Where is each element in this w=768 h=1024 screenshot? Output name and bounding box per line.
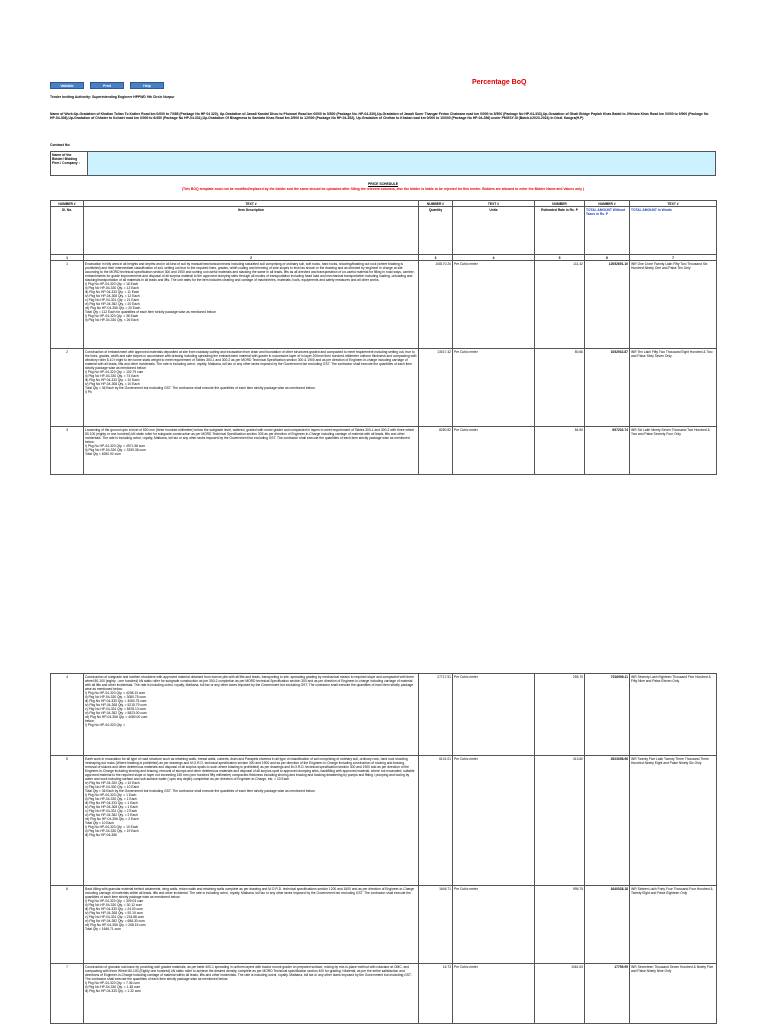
bidder-name-input[interactable]	[87, 152, 715, 175]
unit-cell: Per Cubic meter	[453, 756, 535, 886]
amount-words-cell: INR One Crore Twenty Lakh Fifty Two Thousand Six Hundred Ninety One and Paise Ten Only	[630, 261, 717, 349]
help-button[interactable]: Help	[130, 82, 164, 89]
quantity-cell: 27717.51	[419, 674, 453, 756]
col-number: 1	[51, 255, 84, 261]
price-schedule-title: PRICE SCHEDULE	[368, 182, 398, 186]
type-cell: TEXT #	[630, 201, 717, 207]
type-cell: NUMBER #	[51, 201, 84, 207]
amount-words-cell: INR Six Lakh Ninety Seven Thousand Two Hundred & Two and Paise Seventy Four Only	[630, 427, 717, 475]
sl-cell: 1	[51, 261, 84, 349]
amount-words-cell: INR Sixteen Lakh Forty Four Thousand Four Hundred & Twenty Eight and Paise Eighteen Only	[630, 886, 717, 964]
header-quantity: Quantity	[419, 207, 453, 255]
column-header-row	[51, 207, 717, 255]
header-amount-words: TOTAL AMOUNT In Words	[630, 207, 717, 255]
header-item-description: Item Description	[84, 207, 419, 255]
unit-cell: Per Cubic meter	[453, 349, 535, 427]
amount-cell: 2523398.96	[585, 756, 630, 886]
rate-cell: 84.50	[535, 427, 585, 475]
type-cell: NUMBER	[535, 201, 585, 207]
unit-cell: Per Cubic meter	[453, 261, 535, 349]
sl-cell: 3	[51, 427, 84, 475]
sl-cell: 2	[51, 349, 84, 427]
header-units: Units	[453, 207, 535, 255]
sl-cell: 4	[51, 674, 84, 756]
unit-cell: Per Cubic meter	[453, 886, 535, 964]
boq-table-page2	[50, 673, 717, 1024]
amount-cell: 17759.99	[585, 964, 630, 1024]
rate-cell: 1061.53	[535, 964, 585, 1024]
amount-cell: 697202.74	[585, 427, 630, 475]
table-row	[51, 886, 717, 964]
description-cell: Back filling with granular material behind abutments, wing walls, return walls and retaining walls complete as per drawing and M.O.R.D. technical specifications section 1200 and 1600 and as per direction of Engineer-in-Charge including carriage of materials within all leads, lifts and other incidental. The rate is including octroi, royalty, Malbana, toll tax or any other taxes imposed by the Government but excluding GST. The contractor shall execute the quantities of each item strictly package wise as mentioned below: I) Pkg No HP-04-320 Qty. = 309.03 cum ii) Pkg No HP-04-330 Qty. = 30.12 cum iii) Pkg No HP-04-333 Qty. = 24.00 cum iv) Pkg No HP-04-308 Qty. = 92.19 cum v) Pkg No HP-04-331 Qty. = 234.88 cum vi) Pkg No HP-04-352 Qty. = 688.30 cum vii) Pkg No HP-04-356 Qty. = 268.19 cum Total Qty = 1646.71 cum	[84, 886, 419, 964]
table-row	[51, 674, 717, 756]
description-cell: Construction of granular sub-base by providing well graded materials, as per table 400-1 spreading in uniform layers with tractor mount grader on prepared surface, mixing by mix-in-place method with rotavator at OMC, and compacting with three Wheel 80-100 (Eighty one hundred) kN static roller to achieve the desired density, complete as per MORD Technical specification section 400 for grading I Material, as per the entire satisfaction and directions of Engineer-in-Charge including carriage of material within all leads, lifts and other incidentals. The rate is including octroi, royalty, Malbana, toll tax or any other taxes imposed by the Government but excluding GST. The contractor shall execute the quantities of each item strictly package wise as mentioned below: I) Pkg No HP-04-320 Qty. = 7.36 cum ii) Pkg No HP-04-330 Qty. = 1.38 cum iii) Pkg No HP-04-333 Qty. = 1.32 cum	[84, 964, 419, 1024]
bidder-label: Name of the Bidder/ Bidding Firm / Company :	[52, 153, 80, 166]
quantity-cell: 13017.42	[419, 349, 453, 427]
unit-cell: Per Cubic meter	[453, 674, 535, 756]
description-cell: Earth work in excavation for all type of road structure such as retaining walls, breast walls, culverts, drain and Parapets etcetera in all type of classification of soil comprising of ordinary soil, ordinary rock, hard rock shooting /reshaping out rocks (Where blasting is prohibited) as per drawings and M.O.R.D. technical specification section 300 and 1900 and as per direction of the Engineer-in-Charge including construction of shoring and bracing, removal of sluices and other deleterious materials and disposal of all surplus spoils to such where blasting is prohibited) as per drawings and M.O.R.D. technical specification section 300 and 1900 and as per direction of the Engineer-in-Charge including shoring and bracing, removal of stumps and other deleterious materials and disposal of all surplus spoil to approved dumping sites, backfilling with approved material, where not excavated, suitable approved material to the required slope or layer not exceeding 150 mm (one hundred fifty millimeter) compacted thickness including shoring and bracing and backing dewatering by pumps and fitting / pumping and boring by water and work including surface and sub-surface water ( upto any depth) completion as per direction of Engineer-in-Charge, etc. = 10 Each iv) Pkg No HP-04-320 Qty. = 10 Each v) Pkg No HP-04-330 Qty. = 10 Each Total Qty = 36 Each by the Government but excluding GST. The contractor shall execute the quantities of each item strictly package wise as mentioned below: I) Pkg No HP-04-320 Qty. = 1 Each ii) Pkg No HP-04-330 Qty. = 1 Each iii) Pkg No HP-04-333 Qty. = 1 Each iv) Pkg No HP-04-308 Qty. = 1 Each v) Pkg No HP-04-331 Qty. = 2 Each vi) Pkg No HP-04-352 Qty. = 2 Each vii) Pkg No HP-04-356 Qty. = 2 Each Total Qty = 10 Each I) Pkg No HP-04-320 Qty. = 10 Each ii) Pkg No HP-04-330 Qty. = 19 Each iii) Pkg No HP-04-356	[84, 756, 419, 886]
header-sl-no: Sl. No.	[51, 207, 84, 255]
sl-cell: 6	[51, 886, 84, 964]
quantity-cell: 108170.20	[419, 261, 453, 349]
amount-words-cell: INR Seventeen Thousand Seven Hundred & Ninety Five and Paise Ninety Nine Only	[630, 964, 717, 1024]
type-cell: NUMBER #	[419, 201, 453, 207]
tender-authority: Tender Inviting Authority: Superintending Engineer HPPWD 9th Circle Nurpur	[50, 95, 175, 99]
quantity-cell: 8250.92	[419, 427, 453, 475]
rate-cell: 995.75	[535, 886, 585, 964]
rate-cell: 413.60	[535, 756, 585, 886]
amount-words-cell: INR Twenty Five Lakh Twenty Three Thousand Three Hundred Ninety Eight and Paise Ninety Six Only	[630, 756, 717, 886]
description-cell: Construction of embankment with approved materials deposited at site from roadway cutting and excavation from drain and foundation of other structures graded and compacted to meet requirement including setting out, true to the lines, grades, width and side slopes in accordance with drawing including spreading the embankment material with grader in successive layer of in layer 200mm then hundred millimeter uniform thickness and compacting with vibratory roller 8-10 t eight to ten tonne static weight to meet requirement of Tables 300-1 and 300-2 as per MORD Technical Specification section 300 & 1900 and as per direction of Engineer-in-charge including carriage of material with all leads, lifts and other incidentals. The rate is including octroi, royalty, Malbana, toll tax or any other taxes imposed by the Government but excluding GST. The contractor shall execute the quantities of each item strictly package wise as mentioned below: I) Pkg No HP-04-320 Qty. = 102.79 cum ii) Pkg No HP-04-330 Qty. = 74 Each iii) Pkg No HP-04-333 Qty. = 10 Each iv) Pkg No HP-04-308 Qty. = 10 Each Total Qty = 36 Each by the Government but excluding GST. The contractor shall execute the quantities of each item strictly package wise as mentioned below: I) Pk	[84, 349, 419, 427]
name-of-work: Name of Work:Up-Gradation of Khatian Tolian To Kather Road km 0/000 to 7/085 (Package No HP 04 320), Up-Gradation of Jawali Kandal Dhoo to Phumari Road km 0/000 to 5/500 (Package No. HP-04-330),Up-Gradation of Jawali Sumr Thangar Ferian Chalwara road km 0/000 to 5/500 (Package No HP-04-333),Up-Gradation of Ghati Bridge Paplah Khas Batali to Jffehara Khas Road km 0/000 to 9/900 (Package No HP-04-308),Up-Gradation of Chhater to Kohalri road km 0/000 to 6/450 (Package No HP-04-331),Up-Gradation Of Bhagmesa to Samlata Khas Road km 2/500 to 12/000 (Package No HP-04-352), Up-Gradation of Chellan to Khabal road km 0/000 to 10/000 (Package No HP-04-356) under PMGSY-III (Batch-I/2023-2024) in Distt. Kangra(H.P)	[50, 112, 709, 121]
amount-cell: 1640328.18	[585, 886, 630, 964]
validate-button[interactable]: Validate	[50, 82, 84, 89]
col-number: 6	[585, 255, 630, 261]
description-cell: Loosening of the ground upto a level of 500 mm (three hundred millimeter) below the subgrade level, watered, graded with motor grader and compacted in layers to meet requirement of Tables 300-1 and 300-2 with three wheel 80-100 (eighty or one hundred) kN static roller for subgrade construction as per MORD Technical Specification section 305 as per direction of Engineer-in-Charge including carriage of material with all leads, lifts and other incidentals. The rate is including octroi, royalty, Malbana, toll tax or any other taxes imposed by the Government but excluding GST. The contractor shall execute the quantities of each item strictly package wise as mentioned below: I) Pkg No HP-04-320 Qty. = 4971.58 cum ii) Pkg No HP-04-330 Qty. = 3339.38 cum Total Qty = 8250.92 cum	[84, 427, 419, 475]
sl-cell: 5	[51, 756, 84, 886]
rate-cell: 111.42	[535, 261, 585, 349]
col-number: 5	[535, 255, 585, 261]
unit-cell: Per Cubic meter	[453, 427, 535, 475]
col-number: 3	[419, 255, 453, 261]
rate-cell: 255.70	[535, 674, 585, 756]
rate-cell: 80.66	[535, 349, 585, 427]
header-total-amount: TOTAL AMOUNT Without Taxes in Rs. P	[585, 207, 630, 255]
bidder-box	[50, 151, 716, 176]
quantity-cell: 1646.71	[419, 886, 453, 964]
unit-cell: Per Cubic meter	[453, 964, 535, 1024]
col-number: 7	[630, 255, 717, 261]
amount-cell: 1052932.87	[585, 349, 630, 427]
table-row	[51, 349, 717, 427]
table-row	[51, 427, 717, 475]
description-cell: Excavation in hilly area in all heights and depths and in all kind of soil by manual/mechanical means including saturated soil comprising of ordinary soil, soft rocks, hard rocks, shooting/blasting out rock (where blasting is prohibited) and their intermediate classification of soil, setting out true to the required lines, grades, width cutting and trimming of side slopes to level as shown in the drawing and as directed by engineer in charge at site according to the MORD technical specification section 300 and 1900 and sorting out useful materials and stacking the same in all leads, lifts as all directed and transportation of un-useful material for filling in road ways, camber, embankments for grade improvements and disposal of all surplus material to the approved dumping sites through all modes of transportation including head load and mechanical transportation including loading, unloading and stacking/transportation of all materials in all leads and lifts. The unit rates for the item includes clearing and carriage of machineries, materials, tools, equipments and safety measures and all other works. I) Pkg No HP-04-320 Qty. = 16 Each ii) Pkg No HP-04-330 Qty. = 12 Each iii) Pkg No HP-04-333 Qty. = 11 Each iv) Pkg No HP-04-308 Qty. = 12 Each v) Pkg No HP-04-331 Qty. = 21 Each vi) Pkg No HP-04-352 Qty. = 20 Each vii) Pkg No HP-04-356 Qty. = 20 Each Total Qty = 112 Each for quantities of each item strictly package wise as mentioned below: I) Pkg No HP-04-320 Qty. = 36 Each ii) Pkg No HP-04-330 Qty. = 26 Each	[84, 261, 419, 349]
amount-cell: 7016998.11	[585, 674, 630, 756]
boq-table-page1	[50, 200, 717, 475]
amount-words-cell: INR Ten Lakh Fifty Two Thousand Eight Hundred & Two and Paise Sixty Seven Only	[630, 349, 717, 427]
quantity-cell: 16.73	[419, 964, 453, 1024]
quantity-cell: 6101.01	[419, 756, 453, 886]
col-number: 2	[84, 255, 419, 261]
print-button[interactable]: Print	[90, 82, 124, 89]
description-cell: Construction of subgrade and earthen shoulders with approved material obtained from borrow pits with all lifts and leads, transporting to site, spreading grading by mechanical means to required slope and compacted with three wheel 80-100 (eighty - one hundred) kN static roller for subgrade construction as per 300-2 completion as per MORD technical Specification section 300 and as per direction of Engineer-in-charge including carriage of material with all lifts and other incidentals. The rate is including octroi, royalty, Malbana, toll tax or any other taxes imposed by the Government but excluding GST. The contractor shall execute the quantities of each item strictly package wise as mentioned below: I) Pkg No HP-04-320 Qty. = 4298.13 cum ii) Pkg No HP-04-330 Qty. = 3080.75 cum iii) Pkg No HP-04-333 Qty. = 3060.75 cum iv) Pkg No HP-04-308 Qty. = 5215.79 cum v) Pkg No HP-04-331 Qty. = 5878.13 cum vi) Pkg No HP-04-352 Qty. = 5823.00 cum vii) Pkg No HP-04-356 Qty. = 4080.00 cum below: I) Pkg No HP-04-320 Qty. =	[84, 674, 419, 756]
contract-no: Contract No:	[50, 143, 71, 147]
type-cell: TEXT #	[84, 201, 419, 207]
sl-cell: 7	[51, 964, 84, 1024]
amount-cell: 12052691.10	[585, 261, 630, 349]
col-number: 4	[453, 255, 535, 261]
table-row	[51, 261, 717, 349]
type-cell: NUMBER #	[585, 201, 630, 207]
amount-words-cell: INR Seventy Lakh Eighteen Thousand Five Hundred & Fifty Nine and Paise Eleven Only	[630, 674, 717, 756]
table-row	[51, 964, 717, 1024]
schedule-notice: (This BOQ template must not be modified/replaced by the bidder and the same should be uploaded after filling the relevent columns, else the bidder is liable to be rejected for this tender. Bidders are allowed to enter the Bidder Name and Values only )	[181, 187, 585, 191]
header-rate: Estimated Rate in Rs. P	[535, 207, 585, 255]
type-cell: TEXT #	[453, 201, 535, 207]
page-title: Percentage BoQ	[472, 79, 527, 86]
table-row	[51, 756, 717, 886]
